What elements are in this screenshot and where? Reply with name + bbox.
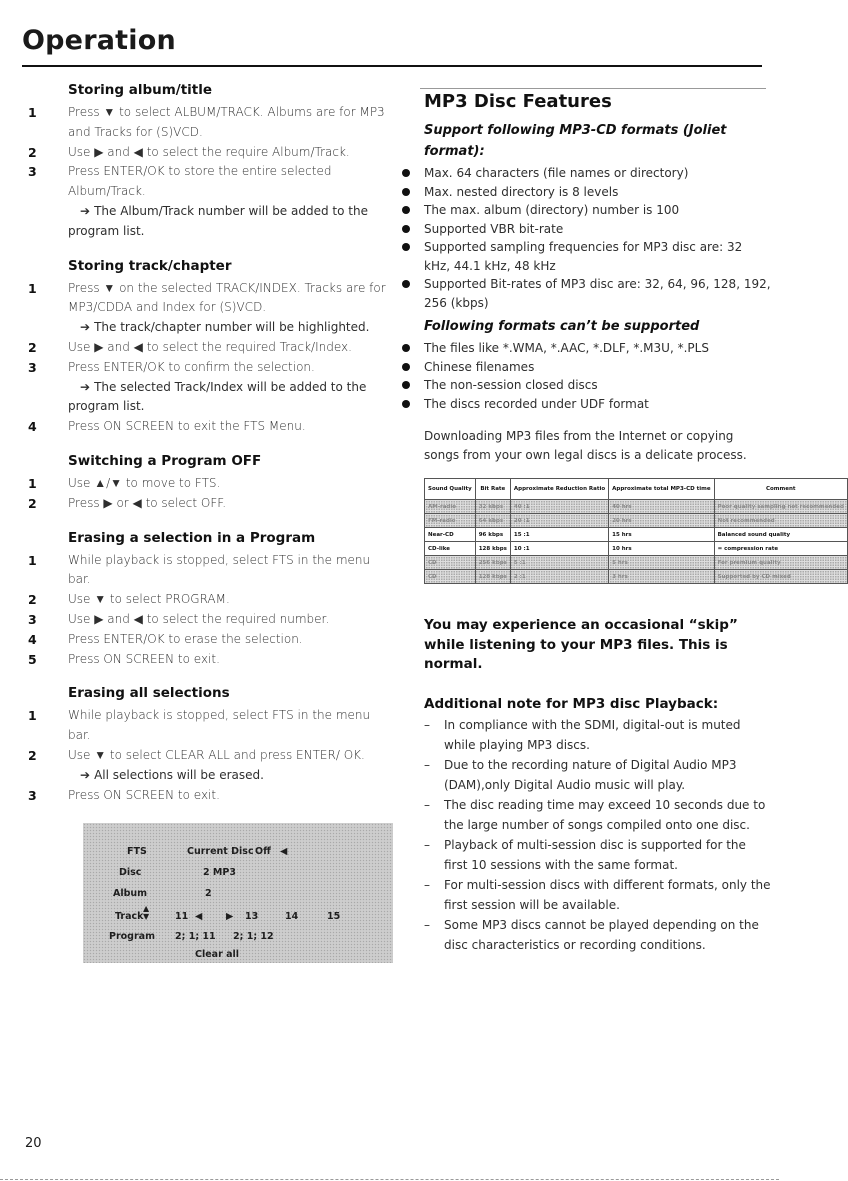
table-row (425, 500, 848, 514)
right-column (402, 82, 844, 955)
table-cell: Not recommended (714, 514, 847, 528)
table-cell: 20 hrs (609, 514, 714, 528)
table-cell: 10 :1 (510, 542, 608, 556)
osd-album-label: Album (113, 888, 148, 900)
osd-track-label: Track (115, 911, 144, 923)
section (28, 683, 388, 805)
table-cell: AM-radio (425, 500, 476, 514)
osd-track-left-icon: ◀ (195, 911, 203, 923)
section (28, 528, 388, 670)
osd-track-13: 13 (245, 911, 259, 923)
table-cell: 2 :1 (510, 570, 608, 584)
step-number: 3 (28, 164, 37, 180)
table-row (425, 542, 848, 556)
step-item (28, 417, 388, 437)
step-item (28, 630, 388, 650)
osd-current-disc: Current Disc (187, 846, 254, 858)
table-cell: CD-like (425, 542, 476, 556)
table-cell: CD (425, 570, 476, 584)
step-number: 2 (28, 747, 37, 763)
table-header-cell: Approximate total MP3-CD time (609, 479, 714, 500)
additional-text: Due to the recording nature of Digital Audio MP3 (DAM),only Digital Audio music will play. (444, 757, 737, 792)
table-cell: 128 kbps (475, 570, 510, 584)
result-text: All selections will be erased. (94, 767, 264, 782)
table-cell: 15 hrs (609, 528, 714, 542)
step-number: 3 (28, 787, 37, 803)
table-cell: 5 :1 (510, 556, 608, 570)
step-text: Press ▶ or ◀ to select OFF. (68, 495, 227, 510)
osd-fts: FTS (127, 846, 147, 858)
step-text: While playback is stopped, select FTS in the menu bar. (68, 708, 371, 743)
support-item: The max. album (directory) number is 100 (402, 201, 772, 220)
dash-marker: – (424, 797, 430, 812)
section-heading: Storing track/chapter (68, 257, 232, 274)
table-body (425, 500, 848, 584)
step-number: 2 (28, 144, 37, 160)
table-cell: Near-CD (425, 528, 476, 542)
step-number: 1 (28, 552, 37, 568)
result-text: The Album/Track number will be added to the program list. (68, 203, 368, 238)
bottom-rule (0, 1179, 779, 1180)
additional-item (402, 835, 772, 875)
table-cell: 3 hrs (609, 570, 714, 584)
dash-marker: – (424, 877, 430, 892)
step-item (28, 746, 388, 766)
step-text: Use ▼ to select CLEAR ALL and press ENTER/ OK. (68, 747, 365, 762)
osd-track-14: 14 (285, 911, 299, 923)
osd-off: Off (255, 846, 271, 858)
step-number: 2 (28, 495, 37, 511)
unsupported-item: The files like *.WMA, *.AAC, *.DLF, *.M3U, *.PLS (402, 339, 772, 358)
additional-text: In compliance with the SDMI, digital-out is muted while playing MP3 discs. (444, 717, 741, 752)
step-text: Press ENTER/OK to confirm the selection. (68, 359, 315, 374)
step-number: 3 (28, 611, 37, 627)
table-row (425, 528, 848, 542)
step-item (28, 143, 388, 163)
section-heading: Storing album/title (68, 82, 213, 98)
osd-track-right-icon: ▶ (226, 911, 234, 923)
unsupported-item: Chinese filenames (402, 358, 772, 377)
table-header-cell: Approximate Reduction Ratio (510, 479, 608, 500)
support-list (402, 164, 772, 312)
section (28, 451, 388, 514)
title-rule (22, 65, 762, 67)
table-cell: = compression rate (714, 542, 847, 556)
osd-disc-label: Disc (119, 867, 142, 879)
step-text: Use ▼ to select PROGRAM. (68, 592, 230, 607)
step-number: 1 (28, 708, 37, 724)
osd-program-label: Program (109, 931, 155, 943)
step-number: 1 (28, 475, 37, 491)
table-row (425, 514, 848, 528)
result-line (28, 318, 388, 338)
skip-note: You may experience an occasional “skip” while listening to your MP3 files. This is normal. (424, 617, 738, 672)
additional-list (402, 715, 772, 955)
result-text: The track/chapter number will be highlighted. (94, 320, 370, 335)
dash-marker: – (424, 717, 430, 732)
step-item (28, 162, 388, 202)
step-item (28, 706, 388, 746)
step-number: 4 (28, 631, 37, 647)
support-item: Supported VBR bit-rate (402, 220, 772, 239)
osd-track-15: 15 (327, 911, 341, 923)
step-item (28, 650, 388, 670)
step-number: 2 (28, 592, 37, 608)
support-item: Max. nested directory is 8 levels (402, 183, 772, 202)
unsupported-item: The discs recorded under UDF format (402, 395, 772, 414)
table-cell: 32 kbps (475, 500, 510, 514)
additional-item (402, 875, 772, 915)
additional-item (402, 915, 772, 955)
osd-disc-value: 2 MP3 (203, 867, 236, 879)
download-paragraph: Downloading MP3 files from the Internet or copying songs from your own legal discs is a delicate process. (424, 429, 747, 462)
support-item: Supported sampling frequencies for MP3 disc are: 32 kHz, 44.1 kHz, 48 kHz (402, 238, 772, 275)
osd-off-arrow-icon: ◀ (280, 846, 288, 858)
table-cell: Supported by CD mixed (714, 570, 847, 584)
step-text: Press ▼ to select ALBUM/TRACK. Albums are for MP3 and Tracks for (S)VCD. (68, 105, 385, 139)
table-cell: 96 kbps (475, 528, 510, 542)
osd-clear-all: Clear all (195, 949, 239, 961)
step-text: Press ON SCREEN to exit. (68, 787, 220, 802)
table-cell: Balanced sound quality (714, 528, 847, 542)
arrow-right-icon: ➔ (80, 203, 91, 218)
table-header-cell: Sound Quality (425, 479, 476, 500)
support-item: Max. 64 characters (file names or directory) (402, 164, 772, 183)
section-heading: Erasing all selections (68, 685, 230, 702)
step-text: Use ▲/▼ to move to FTS. (68, 475, 221, 490)
step-text: Press ON SCREEN to exit the FTS Menu. (68, 419, 306, 434)
unsupported-item: The non-session closed discs (402, 376, 772, 395)
section-heading: Erasing a selection in a Program (68, 529, 316, 546)
table-header-cell: Comment (714, 479, 847, 500)
additional-item (402, 715, 772, 755)
step-text: While playback is stopped, select FTS in the menu bar. (68, 552, 371, 587)
step-text: Press ▼ on the selected TRACK/INDEX. Tracks are for MP3/CDDA and Index for (S)VCD. (68, 280, 386, 315)
additional-text: Some MP3 discs cannot be played depending on the disc characteristics or recording conditions. (444, 917, 759, 952)
table-cell: 256 kbps (475, 556, 510, 570)
table-cell: 40 :1 (510, 500, 608, 514)
osd-program-1: 2; 1; 11 (175, 931, 216, 943)
step-text: Use ▶ and ◀ to select the required Track/Index. (68, 339, 352, 354)
step-text: Use ▶ and ◀ to select the required number. (68, 611, 330, 626)
step-text: Use ▶ and ◀ to select the require Album/Track. (68, 144, 350, 159)
step-item (28, 279, 388, 319)
osd-album-value: 2 (205, 888, 212, 900)
step-item (28, 103, 388, 143)
result-line (28, 766, 388, 786)
step-item (28, 358, 388, 378)
step-item (28, 551, 388, 591)
step-number: 2 (28, 339, 37, 355)
table-header-cell: Bit Rate (475, 479, 510, 500)
page-title: Operation (22, 25, 176, 56)
table-cell: 20 :1 (510, 514, 608, 528)
step-item (28, 610, 388, 630)
osd-updown-icon: ▲ ▼ (143, 904, 150, 922)
additional-text: The disc reading time may exceed 10 seconds due to the large number of songs compiled onto one disc. (444, 797, 766, 832)
step-item (28, 474, 388, 494)
step-number: 5 (28, 651, 37, 667)
left-column (28, 80, 388, 963)
arrow-right-icon: ➔ (80, 320, 91, 335)
section-heading: Switching a Program OFF (68, 452, 262, 469)
table-cell: For premium quality (714, 556, 847, 570)
table-cell: Poor quality sampling not recommended (714, 500, 847, 514)
section (28, 80, 388, 242)
table-cell: 15 :1 (510, 528, 608, 542)
dash-marker: – (424, 757, 430, 772)
result-line (28, 202, 388, 242)
section (28, 256, 388, 437)
table-cell: 10 hrs (609, 542, 714, 556)
mp3-features-heading: MP3 Disc Features (424, 91, 612, 112)
table-cell: 64 kbps (475, 514, 510, 528)
arrow-right-icon: ➔ (80, 767, 91, 782)
step-item (28, 786, 388, 806)
step-item (28, 590, 388, 610)
table-row (425, 556, 848, 570)
table-cell: 128 kbps (475, 542, 510, 556)
step-item (28, 338, 388, 358)
step-number: 1 (28, 280, 37, 296)
step-number: 4 (28, 419, 37, 435)
unsupported-heading: Following formats can’t be supported (424, 319, 700, 334)
table-cell: FM-radio (425, 514, 476, 528)
unsupported-list (402, 339, 772, 413)
table-cell: 5 hrs (609, 556, 714, 570)
support-item: Supported Bit-rates of MP3 disc are: 32, 64, 96, 128, 192, 256 (kbps) (402, 275, 772, 312)
page-number: 20 (25, 1136, 42, 1151)
step-item (28, 494, 388, 514)
step-number: 1 (28, 105, 37, 120)
table-header-row (425, 479, 848, 500)
arrow-right-icon: ➔ (80, 379, 91, 394)
table-row (425, 570, 848, 584)
left-sections (28, 80, 388, 805)
dash-marker: – (424, 917, 430, 932)
result-text: The selected Track/Index will be added to the program list. (68, 379, 367, 414)
osd-program-2: 2; 1; 12 (233, 931, 274, 943)
fts-screen-image (83, 823, 393, 963)
step-text: Press ENTER/OK to store the entire selected Album/Track. (68, 164, 332, 199)
additional-item (402, 795, 772, 835)
step-number: 3 (28, 359, 37, 375)
table-cell: CD (425, 556, 476, 570)
support-heading: Support following MP3-CD formats (Joliet format): (424, 123, 727, 159)
osd-track-11: 11 (175, 911, 189, 923)
mp3-quality-table (424, 478, 848, 584)
additional-text: For multi-session discs with different formats, only the first session will be available. (444, 877, 771, 912)
additional-item (402, 755, 772, 795)
additional-note-heading: Additional note for MP3 disc Playback: (424, 695, 719, 712)
table-cell: 40 hrs (609, 500, 714, 514)
result-line (28, 378, 388, 418)
step-text: Press ENTER/OK to erase the selection. (68, 631, 303, 646)
step-text: Press ON SCREEN to exit. (68, 651, 220, 666)
dash-marker: – (424, 837, 430, 852)
additional-text: Playback of multi-session disc is supported for the first 10 sessions with the same format. (444, 837, 746, 872)
